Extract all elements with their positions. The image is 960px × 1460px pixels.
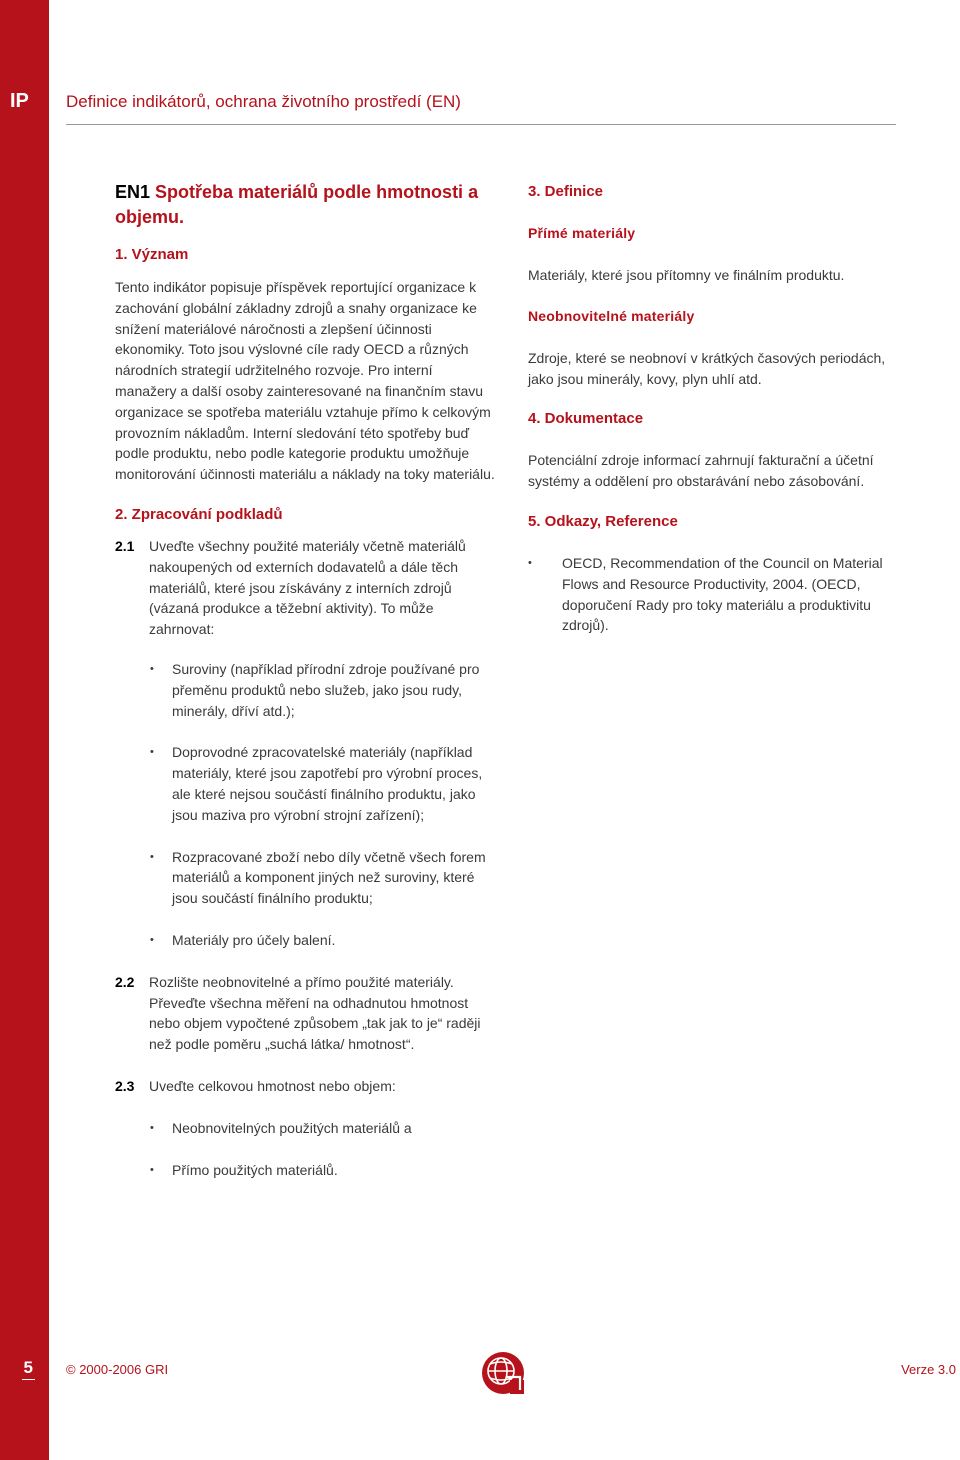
header-divider <box>66 124 896 125</box>
reference-item: • OECD, Recommendation of the Council on Material Flows and Resource Productivity, 2004. (OECD, doporučení Rady pro toky materiálu a produktivitu zdrojů). <box>528 553 908 636</box>
page-title <box>115 180 495 230</box>
materials-list <box>115 659 495 951</box>
heading-zpracovani: 2. Zpracování podkladů <box>115 505 283 523</box>
version-label: Verze 3.0 <box>901 1362 956 1377</box>
item-number: 2.3 <box>115 1077 135 1094</box>
section-tag: IP <box>10 90 29 112</box>
list-item: • Přímo použitých materiálů. <box>115 1160 495 1181</box>
item-text: Rozlište neobnovitelné a přímo použité materiály. Převeďte všechna měření na odhadnutou hmotnost nebo objem vypočtené způsobem „tak jak to je“ raději než podle poměru „suchá látka/ hmotnost“. <box>149 973 481 1053</box>
list-item: • Rozpracované zboží nebo díly včetně všech forem materiálů a komponent jiných než suroviny, které jsou součástí finálního produktu; <box>115 847 495 909</box>
item-2-3 <box>115 1076 495 1097</box>
item-text: Uveďte všechny použité materiály včetně materiálů nakoupených od externích dodavatelů a dále těch materiálů, které jsou získávány z interních zdrojů (vázaná produkce a těžební aktivity). To může zahrnovat: <box>149 537 466 638</box>
header-title: Definice indikátorů, ochrana životního prostředí (EN) <box>66 92 461 111</box>
item-number: 2.1 <box>115 537 135 554</box>
term-prime-materialy: Přímé materiály <box>528 225 636 241</box>
right-column <box>528 180 908 636</box>
list-item: • Suroviny (například přírodní zdroje používané pro přeměnu produktů nebo služeb, jako jsou rudy, minerály, dříví atd.); <box>115 659 495 721</box>
vyznam-paragraph: Tento indikátor popisuje příspěvek reportující organizace k zachování globální základny zdrojů a snahy organizace ke snížení materiálové náročnosti a zlepšení účinnosti ekonomiky. Toto jsou výslovné cíle rady OECD a různých národních strategií udržitelného rozvoje. Pro interní manažery a další osoby zainteresované na finančním stavu organizace se spotřeba materiálu vztahuje přímo k celkovým provozním nákladům. Interní sledování této spotřeby buď podle produktu, nebo podle kategorie produktu umožňuje monitorování účinnosti materiálu a náklady na toky materiálu. <box>115 279 495 483</box>
heading-odkazy: 5. Odkazy, Reference <box>528 512 678 530</box>
list-item: • Neobnovitelných použitých materiálů a <box>115 1118 495 1139</box>
gri-globe-logo-icon <box>480 1350 526 1396</box>
references-list <box>528 553 908 636</box>
term-neobnovitelne: Neobnovitelné materiály <box>528 307 695 324</box>
page-number <box>0 1358 49 1380</box>
item-2-2 <box>115 972 495 1055</box>
definition-text: Materiály, které jsou přítomny ve finálním produktu. <box>528 267 845 283</box>
list-item: • Materiály pro účely balení. <box>115 930 495 951</box>
indicator-code: EN1 <box>115 182 151 202</box>
sidebar-band <box>0 0 49 1460</box>
indicator-title: Spotřeba materiálů podle hmotnosti a objemu. <box>115 182 479 227</box>
left-column <box>115 180 495 1180</box>
dokumentace-paragraph: Potenciální zdroje informací zahrnují fakturační a účetní systémy a oddělení pro obstarávání nebo zásobování. <box>528 452 874 490</box>
item-text: Uveďte celkovou hmotnost nebo objem: <box>149 1077 396 1094</box>
definition-text: Zdroje, které se neobnoví v krátkých časových periodách, jako jsou minerály, kovy, plyn uhlí atd. <box>528 349 886 387</box>
heading-dokumentace: 4. Dokumentace <box>528 410 644 428</box>
item-2-1 <box>115 536 495 640</box>
page-number-text: 5 <box>22 1358 35 1380</box>
item-number: 2.2 <box>115 973 135 990</box>
heading-vyznam: 1. Význam <box>115 246 189 263</box>
copyright: © 2000-2006 GRI <box>66 1362 169 1377</box>
heading-definice: 3. Definice <box>528 183 604 200</box>
list-item: • Doprovodné zpracovatelské materiály (například materiály, které jsou zapotřebí pro výrobní proces, ale které nejsou součástí finálního produktu, jako jsou maziva pro výrobní strojní zařízení); <box>115 742 495 825</box>
totals-list <box>115 1118 495 1181</box>
